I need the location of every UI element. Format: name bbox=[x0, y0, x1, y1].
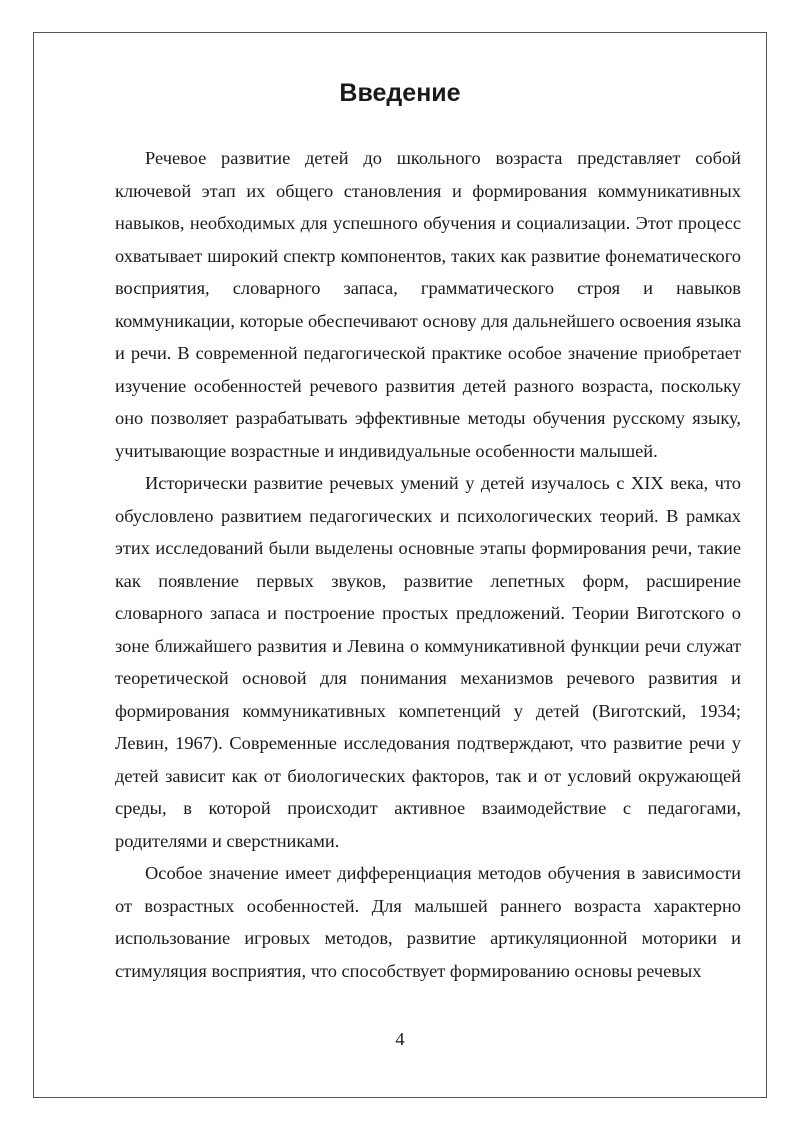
page-title: Введение bbox=[339, 79, 461, 107]
paragraph-3: Особое значение имеет дифференциация методов обучения в зависимости от возрастных особенностей. Для малышей раннего возраста характерно использование игровых методов, развитие артикуляционной моторики и стимуляция восприятия, что способствует формированию основы речевых bbox=[115, 863, 741, 981]
paragraph-2: Исторически развитие речевых умений у детей изучалось с XIX века, что обусловлено развитием педагогических и психологических теорий. В рамках этих исследований были выделены основные этапы формирования речи, такие как появление первых звуков, развитие лепетных форм, расширение словарного запаса и построение простых предложений. Теории Виготского о зоне ближайшего развития и Левина о коммуникативной функции речи служат теоретической основой для понимания механизмов речевого развития и формирования коммуникативных компетенций у детей (Виготский, 1934; Левин, 1967). Современные исследования подтверждают, что развитие речи у детей зависит как от биологических факторов, так и от условий окружающей среды, в которой происходит активное взаимодействие с педагогами, родителями и сверстниками. bbox=[115, 473, 741, 851]
paragraph-1: Речевое развитие детей до школьного возраста представляет собой ключевой этап их общего становления и формирования коммуникативных навыков, необходимых для успешного обучения и социализации. Этот процесс охватывает широкий спектр компонентов, таких как развитие фонематического восприятия, словарного запаса, грамматического строя и навыков коммуникации, которые обеспечивают основу для дальнейшего освоения языка и речи. В современной педагогической практике особое значение приобретает изучение особенностей речевого развития детей разного возраста, поскольку оно позволяет разрабатывать эффективные методы обучения русскому языку, учитывающие возрастные и индивидуальные особенности малышей. bbox=[115, 148, 741, 461]
document-body bbox=[115, 142, 741, 987]
page-number: 4 bbox=[395, 1029, 405, 1049]
